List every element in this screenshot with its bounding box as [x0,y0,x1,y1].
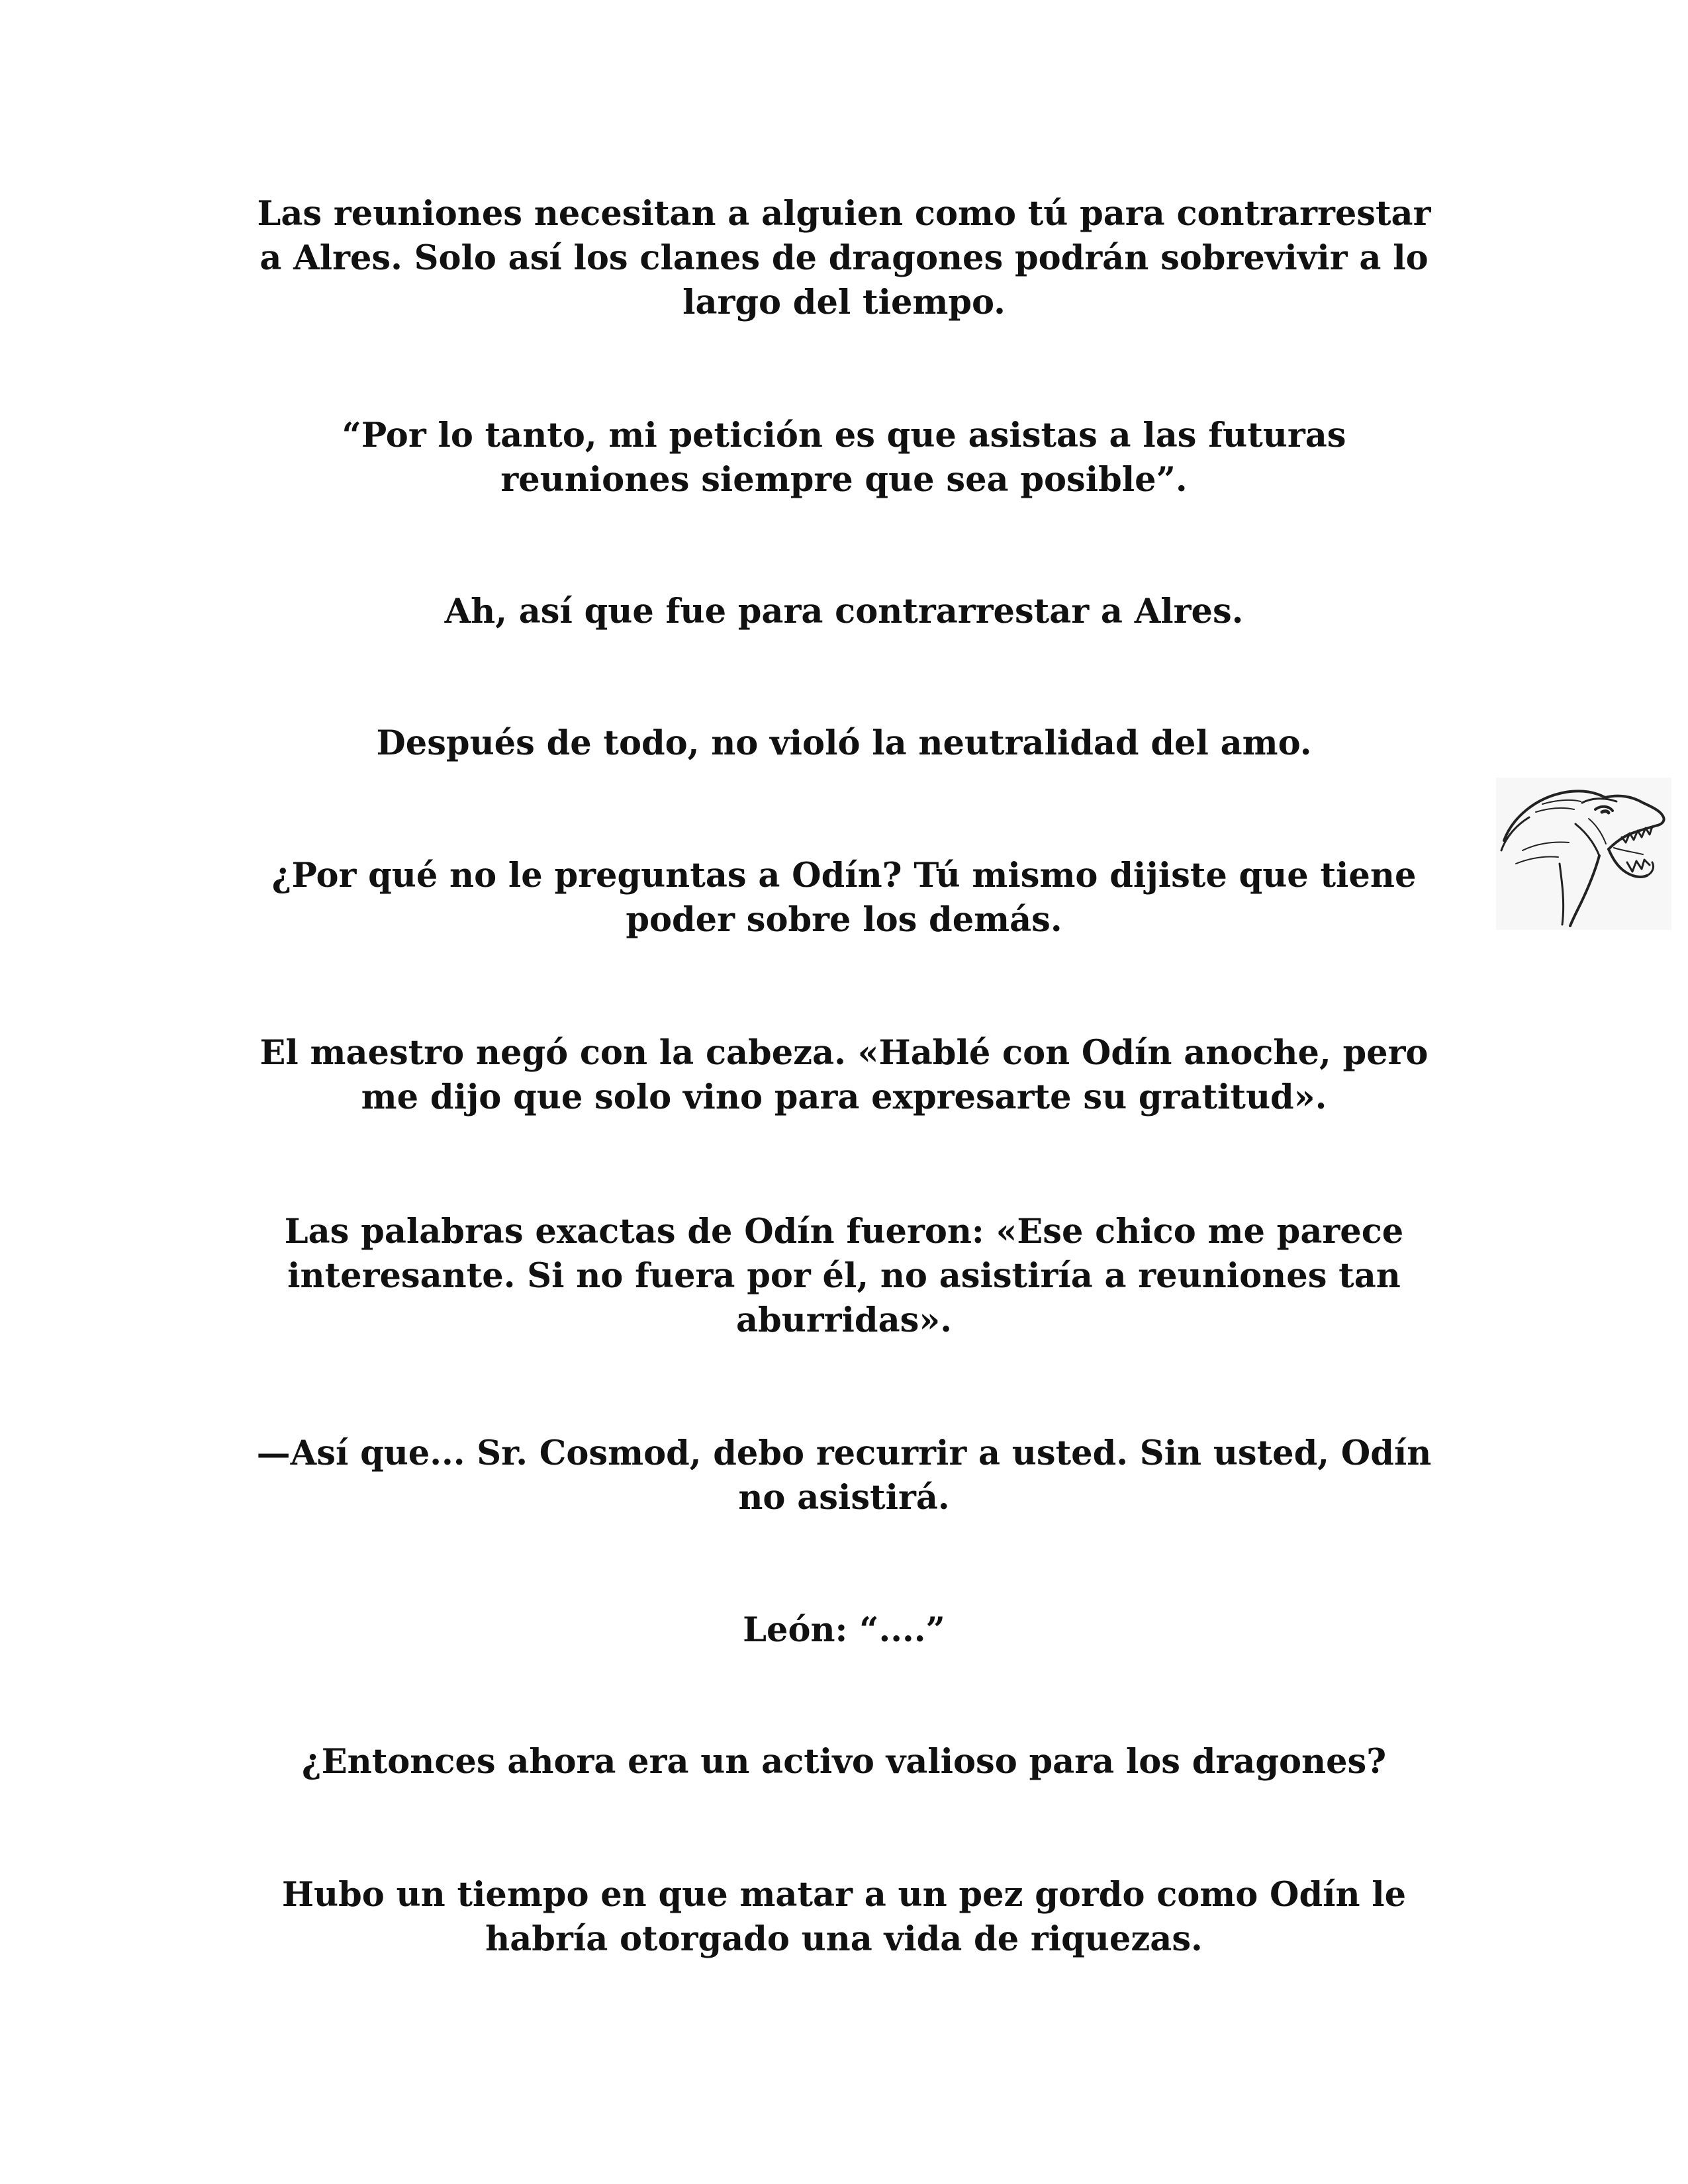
paragraph-3: Ah, así que fue para contrarrestar a Alres. [444,592,1244,631]
paragraph-4: Después de todo, no violó la neutralidad del amo. [376,723,1312,763]
paragraph-1: Las reuniones necesitan a alguien como tú para contrarrestar a Alres. Solo así los clanes de dragones podrán sobrevivir a lo largo del tiempo. [257,194,1431,322]
paragraph-10: ¿Entonces ahora era un activo valioso para los dragones? [301,1742,1387,1782]
paragraph-9: León: “....” [743,1610,945,1650]
dragon-head-sketch-icon [1496,778,1671,930]
paragraph-11: Hubo un tiempo en que matar a un pez gordo como Odín le habría otorgado una vida de riquezas. [281,1875,1407,1959]
paragraph-5: ¿Por qué no le preguntas a Odín? Tú mismo dijiste que tiene poder sobre los demás. [271,856,1417,940]
paragraph-6: El maestro negó con la cabeza. «Hablé con Odín anoche, pero me dijo que solo vino para expresarte su gratitud». [259,1033,1429,1117]
paragraph-7: Las palabras exactas de Odín fueron: «Ese chico me parece interesante. Si no fuera por él, no asistiría a reuniones tan aburridas». [284,1212,1404,1340]
paragraph-2: “Por lo tanto, mi petición es que asistas a las futuras reuniones siempre que sea posible”. [342,416,1346,500]
paragraph-8: —Así que... Sr. Cosmod, debo recurrir a usted. Sin usted, Odín no asistirá. [256,1433,1432,1518]
story-text [218,192,1470,2050]
